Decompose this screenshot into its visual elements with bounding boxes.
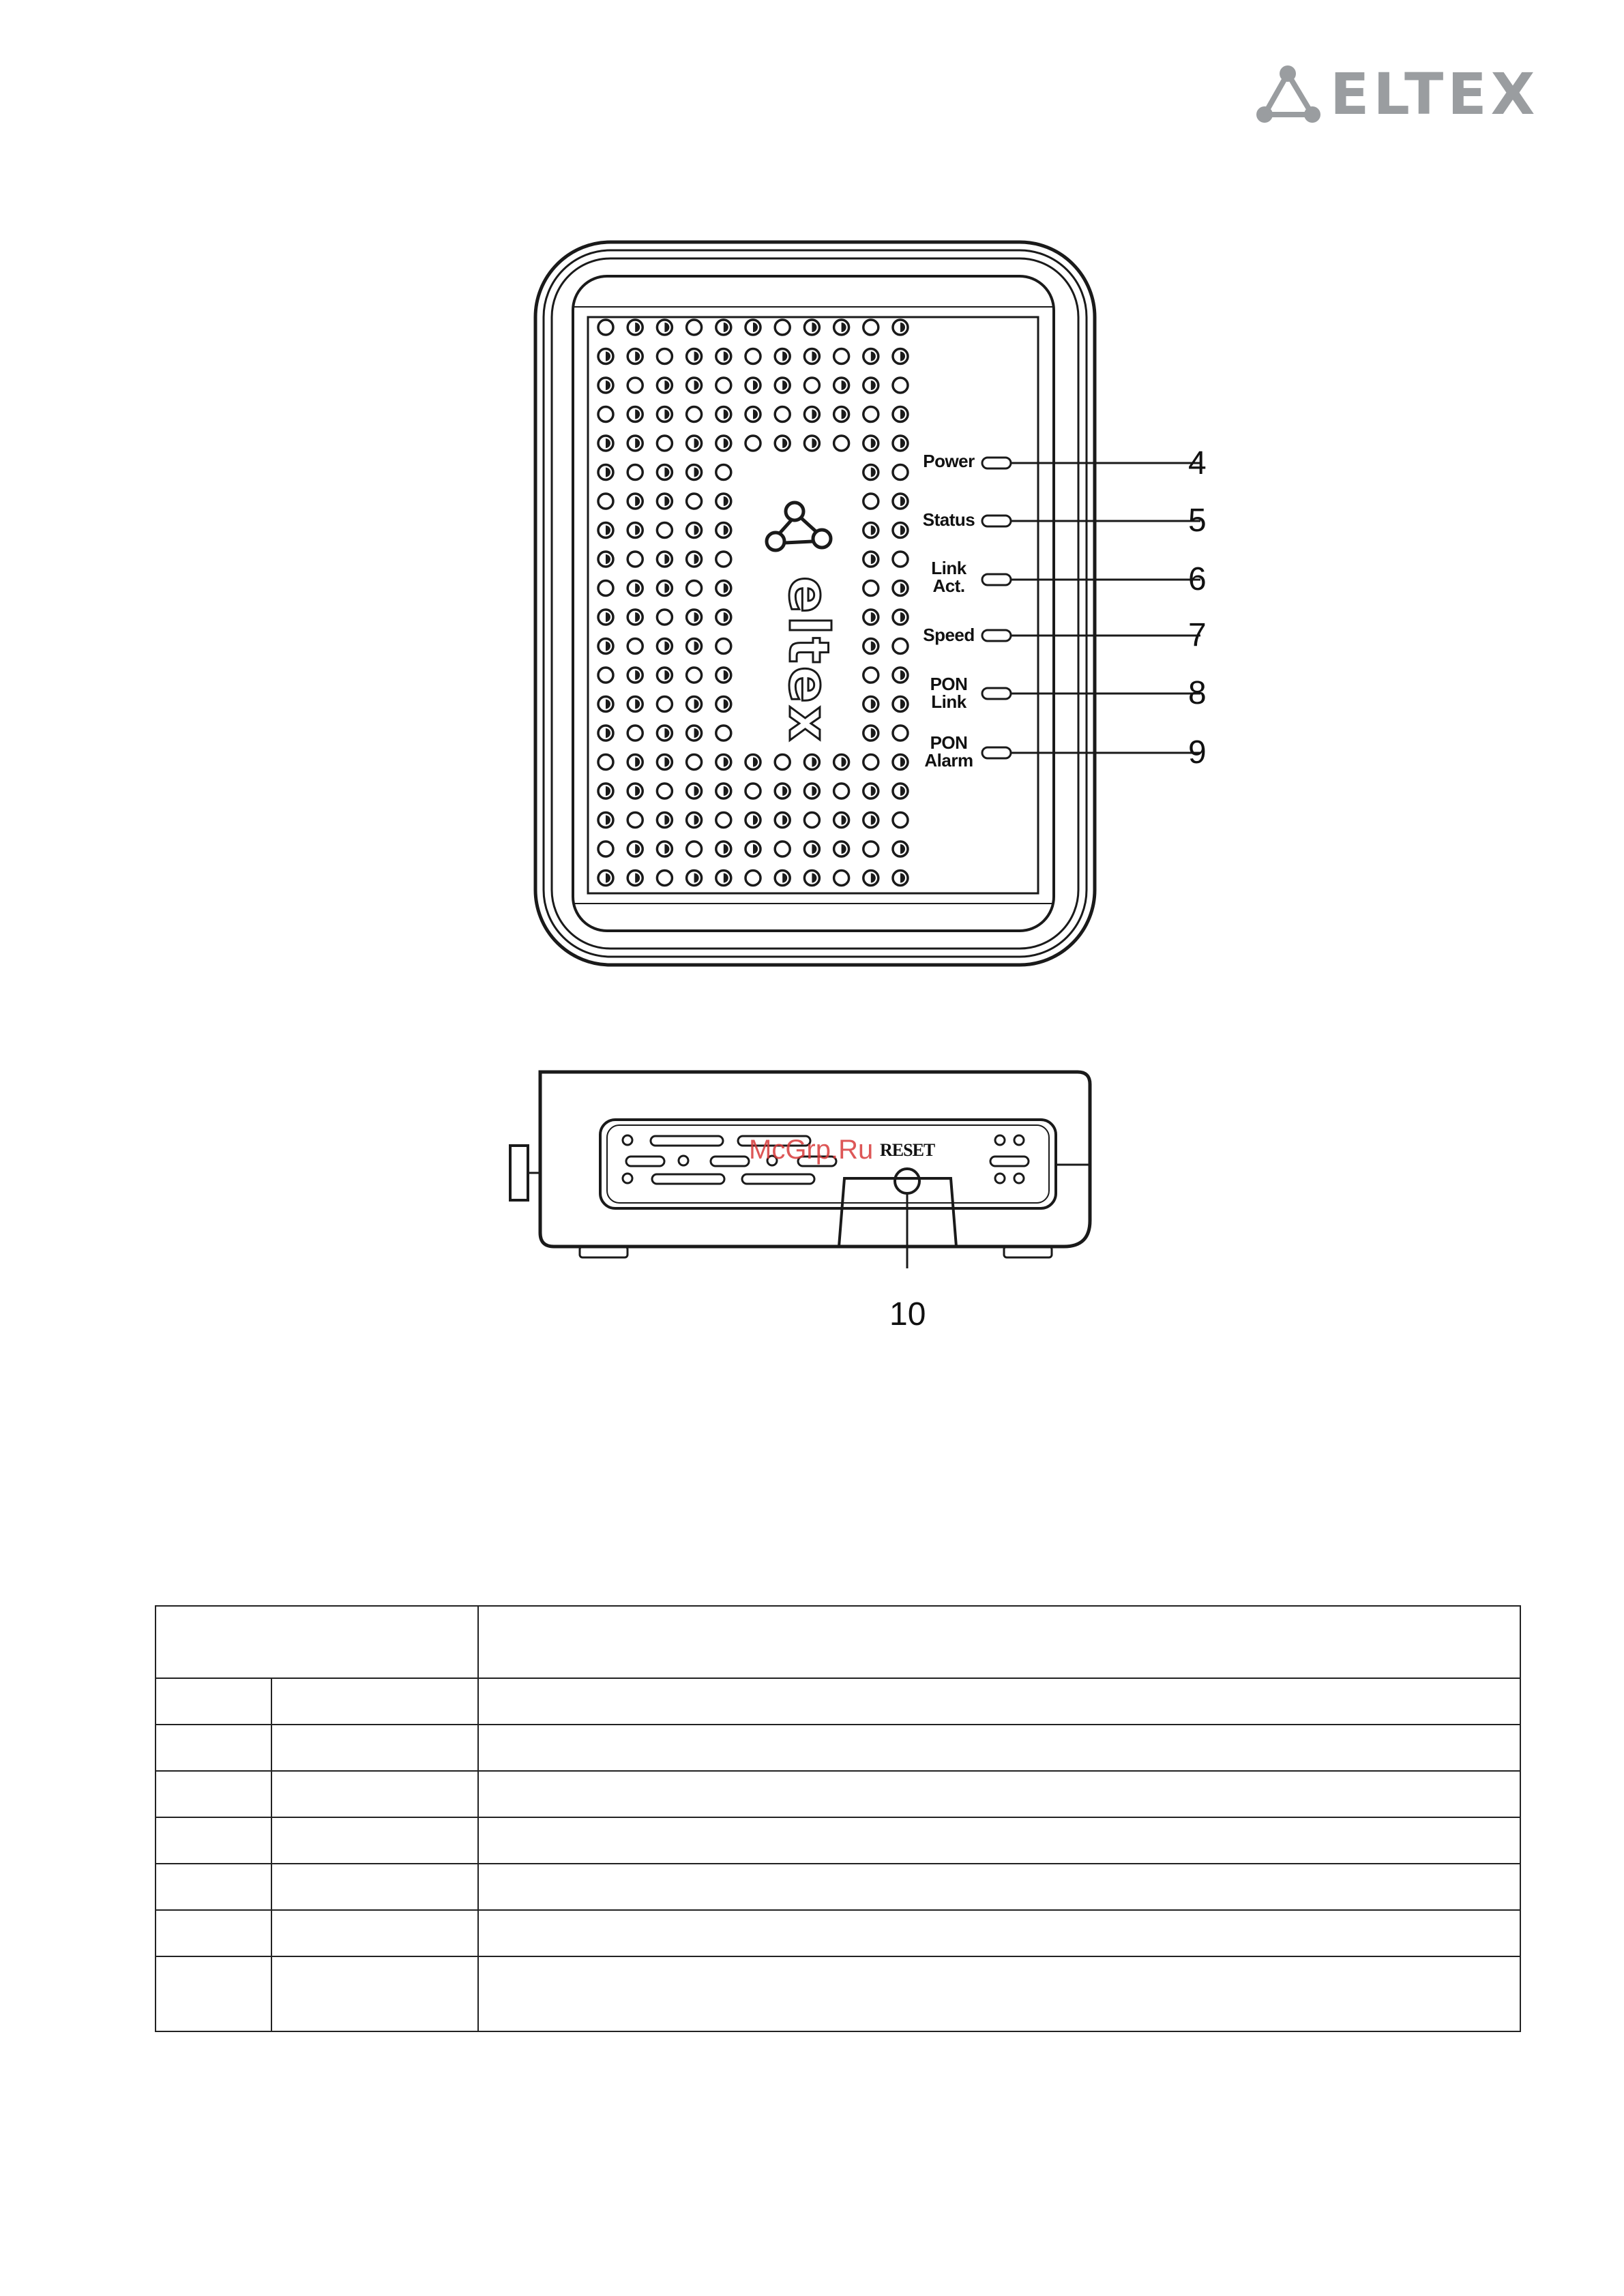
vent-hole-shadow bbox=[753, 758, 758, 767]
vent-hole-shadow bbox=[635, 758, 640, 767]
vent-hole-shadow bbox=[724, 352, 728, 361]
vent-hole-shadow bbox=[694, 874, 699, 883]
vent-hole-shadow bbox=[606, 700, 610, 709]
vent-hole-shadow bbox=[635, 584, 640, 593]
vent-hole-shadow bbox=[871, 468, 876, 477]
vent-hole-shadow bbox=[664, 496, 669, 506]
vent-hole-shadow bbox=[635, 670, 640, 680]
vent-hole bbox=[687, 668, 702, 683]
vent-hole bbox=[657, 610, 672, 625]
vent-hole-shadow bbox=[606, 612, 610, 622]
vent-hole-shadow bbox=[694, 438, 699, 448]
vent-hole bbox=[598, 494, 613, 509]
led-label-pon-alarm: PON Alarm bbox=[924, 732, 973, 771]
vent-hole-shadow bbox=[812, 844, 816, 854]
vent-hole-shadow bbox=[724, 844, 728, 854]
vent-hole bbox=[834, 349, 849, 364]
vent-hole-shadow bbox=[694, 554, 699, 564]
vent-hole bbox=[687, 841, 702, 856]
vent-hole bbox=[687, 523, 702, 538]
vent-hole bbox=[628, 378, 643, 393]
vent-hole-shadow bbox=[871, 816, 876, 825]
vent-hole-shadow bbox=[900, 323, 905, 332]
vent-hole bbox=[598, 668, 613, 683]
vent-hole-shadow bbox=[694, 612, 699, 622]
vent-hole bbox=[687, 610, 702, 625]
callout-4: 4 bbox=[1188, 445, 1207, 481]
vent-hole bbox=[716, 552, 731, 567]
vent-hole bbox=[863, 668, 879, 683]
vent-hole-shadow bbox=[900, 786, 905, 796]
led-pon-link-lens bbox=[982, 688, 1011, 699]
vent-hole-shadow bbox=[724, 584, 728, 593]
vent-hole bbox=[834, 871, 849, 886]
vent-hole-shadow bbox=[664, 816, 669, 825]
vent-hole-shadow bbox=[606, 352, 610, 361]
vent-hole-shadow bbox=[812, 410, 816, 419]
vent-hole-shadow bbox=[871, 700, 876, 709]
vent-hole-shadow bbox=[900, 874, 905, 883]
table-row bbox=[156, 1910, 1520, 1956]
vent-hole-shadow bbox=[724, 496, 728, 506]
vent-hole bbox=[628, 813, 643, 828]
vent-hole bbox=[687, 349, 702, 364]
vent-hole-shadow bbox=[782, 381, 787, 390]
vent-hole bbox=[628, 726, 643, 741]
eltex-logo-text: ELTEX bbox=[1330, 61, 1539, 128]
vent-hole-shadow bbox=[782, 874, 787, 883]
vent-hole-shadow bbox=[871, 612, 876, 622]
vent-hole-shadow bbox=[782, 816, 787, 825]
table-cell bbox=[271, 1910, 478, 1956]
device-logo-text: eltex bbox=[777, 576, 840, 744]
led-speed-lens bbox=[982, 630, 1011, 641]
callout-9: 9 bbox=[1188, 734, 1207, 771]
vent-hole bbox=[687, 639, 702, 654]
vent-hole bbox=[657, 784, 672, 799]
vent-hole-shadow bbox=[812, 352, 816, 361]
vent-hole bbox=[657, 697, 672, 712]
vent-hole bbox=[598, 581, 613, 596]
vent-hole-shadow bbox=[724, 438, 728, 448]
vent-hole-shadow bbox=[900, 758, 905, 767]
table-cell bbox=[271, 1725, 478, 1771]
vent-hole bbox=[775, 436, 790, 451]
vent-hole-shadow bbox=[694, 728, 699, 738]
vent-hole bbox=[687, 378, 702, 393]
vent-hole bbox=[834, 407, 849, 422]
vent-hole-shadow bbox=[871, 352, 876, 361]
vent-hole bbox=[775, 349, 790, 364]
vent-hole-shadow bbox=[606, 874, 610, 883]
vent-hole bbox=[834, 784, 849, 799]
vent-hole bbox=[804, 378, 819, 393]
table-cell bbox=[156, 1956, 271, 2031]
vent-hole-shadow bbox=[871, 786, 876, 796]
led-callouts bbox=[969, 436, 1214, 777]
vent-hole-shadow bbox=[724, 526, 728, 535]
led-status-lens bbox=[982, 516, 1011, 526]
vent-hole bbox=[628, 639, 643, 654]
vent-hole-shadow bbox=[900, 352, 905, 361]
vent-hole bbox=[775, 871, 790, 886]
vent-hole bbox=[687, 581, 702, 596]
vent-hole-shadow bbox=[635, 496, 640, 506]
vent-hole-shadow bbox=[606, 642, 610, 651]
vent-hole bbox=[863, 320, 879, 335]
vent-hole bbox=[834, 320, 849, 335]
vent-hole-shadow bbox=[694, 381, 699, 390]
vent-hole bbox=[863, 841, 879, 856]
legend-table bbox=[155, 1605, 1521, 2032]
vent-hole-shadow bbox=[812, 874, 816, 883]
vent-hole-shadow bbox=[694, 526, 699, 535]
vent-hole bbox=[775, 320, 790, 335]
vent-hole-shadow bbox=[812, 323, 816, 332]
vent-hole bbox=[893, 465, 908, 480]
vent-hole-shadow bbox=[664, 728, 669, 738]
vent-hole bbox=[863, 407, 879, 422]
vent-hole-shadow bbox=[871, 728, 876, 738]
vent-hole-shadow bbox=[664, 758, 669, 767]
table-cell bbox=[156, 1864, 271, 1910]
vent-hole-shadow bbox=[753, 844, 758, 854]
vent-hole bbox=[716, 378, 731, 393]
vent-hole-shadow bbox=[664, 670, 669, 680]
vent-hole-shadow bbox=[694, 352, 699, 361]
vent-hole-shadow bbox=[782, 786, 787, 796]
vent-hole bbox=[687, 726, 702, 741]
vent-hole bbox=[687, 465, 702, 480]
table-cell bbox=[271, 1771, 478, 1817]
vent-hole bbox=[657, 871, 672, 886]
vent-hole bbox=[745, 436, 761, 451]
vent-hole bbox=[598, 407, 613, 422]
vent-hole-shadow bbox=[871, 642, 876, 651]
vent-hole bbox=[687, 494, 702, 509]
table-cell bbox=[478, 1956, 1520, 2031]
vent-hole-shadow bbox=[900, 844, 905, 854]
vent-hole-shadow bbox=[871, 554, 876, 564]
vent-hole-shadow bbox=[812, 758, 816, 767]
table-cell bbox=[271, 1678, 478, 1725]
vent-hole-shadow bbox=[724, 874, 728, 883]
vent-hole bbox=[716, 465, 731, 480]
callout-5: 5 bbox=[1188, 503, 1207, 539]
vent-hole-shadow bbox=[694, 786, 699, 796]
vent-hole bbox=[804, 813, 819, 828]
led-label-pon-link: PON Link bbox=[930, 674, 968, 712]
table-cell bbox=[271, 1864, 478, 1910]
vent-hole bbox=[893, 378, 908, 393]
vent-hole bbox=[657, 523, 672, 538]
vent-hole bbox=[775, 378, 790, 393]
led-pon-alarm-lens bbox=[982, 747, 1011, 758]
vent-hole-shadow bbox=[606, 438, 610, 448]
vent-hole-shadow bbox=[606, 468, 610, 477]
vent-hole bbox=[598, 320, 613, 335]
vent-hole-shadow bbox=[694, 642, 699, 651]
vent-hole-shadow bbox=[664, 554, 669, 564]
vent-hole-shadow bbox=[635, 526, 640, 535]
vent-hole bbox=[775, 841, 790, 856]
vent-hole-shadow bbox=[900, 670, 905, 680]
vent-hole bbox=[775, 407, 790, 422]
table-cell bbox=[271, 1817, 478, 1864]
vent-hole-shadow bbox=[812, 438, 816, 448]
vent-hole bbox=[745, 784, 761, 799]
callout-10: 10 bbox=[889, 1296, 926, 1332]
vent-hole-shadow bbox=[900, 438, 905, 448]
led-label-link-act: Link Act. bbox=[931, 558, 966, 596]
ventilation-grid bbox=[598, 320, 908, 886]
vent-hole-shadow bbox=[753, 410, 758, 419]
device-logo-icon bbox=[767, 503, 831, 550]
vent-hole-shadow bbox=[842, 844, 846, 854]
vent-hole-shadow bbox=[635, 352, 640, 361]
vent-hole-shadow bbox=[635, 700, 640, 709]
vent-hole bbox=[598, 841, 613, 856]
vent-hole-shadow bbox=[635, 786, 640, 796]
vent-hole-shadow bbox=[664, 642, 669, 651]
led-label-power: Power bbox=[923, 451, 975, 471]
vent-hole-shadow bbox=[635, 844, 640, 854]
table-header-cell bbox=[156, 1606, 478, 1678]
vent-hole-shadow bbox=[664, 381, 669, 390]
vent-hole-shadow bbox=[871, 874, 876, 883]
vent-hole bbox=[863, 581, 879, 596]
vent-hole bbox=[775, 784, 790, 799]
vent-hole bbox=[716, 813, 731, 828]
table-cell bbox=[156, 1910, 271, 1956]
vent-hole bbox=[687, 697, 702, 712]
led-label-status: Status bbox=[922, 509, 975, 530]
vent-hole-shadow bbox=[664, 844, 669, 854]
vent-hole-shadow bbox=[842, 816, 846, 825]
vent-hole bbox=[893, 813, 908, 828]
vent-hole bbox=[863, 494, 879, 509]
vent-hole-shadow bbox=[753, 323, 758, 332]
table-cell bbox=[156, 1817, 271, 1864]
vent-hole bbox=[628, 465, 643, 480]
table-cell bbox=[478, 1864, 1520, 1910]
vent-hole-shadow bbox=[842, 410, 846, 419]
table-cell bbox=[478, 1771, 1520, 1817]
vent-hole bbox=[834, 755, 849, 770]
callout-8: 8 bbox=[1188, 675, 1207, 711]
table-cell bbox=[478, 1817, 1520, 1864]
vent-hole-shadow bbox=[900, 526, 905, 535]
vent-hole-shadow bbox=[724, 758, 728, 767]
vent-hole bbox=[687, 320, 702, 335]
vent-hole bbox=[657, 349, 672, 364]
vent-hole-shadow bbox=[694, 468, 699, 477]
vent-hole-shadow bbox=[664, 468, 669, 477]
vent-hole-shadow bbox=[900, 496, 905, 506]
vent-hole-shadow bbox=[606, 728, 610, 738]
vent-hole bbox=[687, 436, 702, 451]
vent-hole-shadow bbox=[782, 352, 787, 361]
vent-hole bbox=[657, 436, 672, 451]
table-row bbox=[156, 1771, 1520, 1817]
vent-hole bbox=[775, 755, 790, 770]
vent-hole-shadow bbox=[900, 584, 905, 593]
vent-hole-shadow bbox=[900, 410, 905, 419]
table-row bbox=[156, 1817, 1520, 1864]
vent-hole-shadow bbox=[606, 381, 610, 390]
vent-hole-shadow bbox=[753, 816, 758, 825]
vent-hole-shadow bbox=[724, 700, 728, 709]
vent-hole bbox=[834, 813, 849, 828]
vent-hole-shadow bbox=[900, 700, 905, 709]
vent-hole-shadow bbox=[635, 612, 640, 622]
vent-hole-shadow bbox=[871, 381, 876, 390]
vent-hole bbox=[687, 871, 702, 886]
watermark: McGrp.Ru bbox=[749, 1135, 874, 1165]
vent-hole-shadow bbox=[842, 381, 846, 390]
vent-hole bbox=[687, 813, 702, 828]
vent-hole-shadow bbox=[606, 554, 610, 564]
vent-hole bbox=[775, 813, 790, 828]
vent-hole-shadow bbox=[871, 438, 876, 448]
vent-hole bbox=[745, 871, 761, 886]
vent-hole-shadow bbox=[724, 410, 728, 419]
led-power-lens bbox=[982, 458, 1011, 468]
vent-hole-shadow bbox=[606, 786, 610, 796]
vent-hole-shadow bbox=[812, 786, 816, 796]
vent-hole-shadow bbox=[724, 323, 728, 332]
led-label-speed: Speed bbox=[923, 625, 975, 645]
vent-hole-shadow bbox=[606, 816, 610, 825]
vent-hole-shadow bbox=[635, 874, 640, 883]
vent-hole-shadow bbox=[694, 700, 699, 709]
table-cell bbox=[478, 1678, 1520, 1725]
eltex-logo bbox=[1255, 60, 1539, 128]
table-row bbox=[156, 1678, 1520, 1725]
vent-hole-shadow bbox=[606, 526, 610, 535]
vent-hole bbox=[863, 755, 879, 770]
table-row bbox=[156, 1864, 1520, 1910]
table-cell bbox=[271, 1956, 478, 2031]
vent-hole bbox=[834, 841, 849, 856]
callout-6: 6 bbox=[1188, 561, 1207, 597]
vent-hole bbox=[716, 726, 731, 741]
vent-hole bbox=[893, 639, 908, 654]
table-cell bbox=[156, 1771, 271, 1817]
vent-hole-shadow bbox=[842, 758, 846, 767]
reset-label: RESET bbox=[880, 1140, 935, 1160]
vent-hole-shadow bbox=[842, 323, 846, 332]
table-header-cell bbox=[478, 1606, 1520, 1678]
vent-hole-shadow bbox=[635, 438, 640, 448]
vent-hole bbox=[687, 407, 702, 422]
vent-hole bbox=[628, 552, 643, 567]
vent-hole-shadow bbox=[871, 526, 876, 535]
eltex-logo-icon bbox=[1255, 64, 1323, 125]
vent-hole-shadow bbox=[635, 323, 640, 332]
table-cell bbox=[156, 1725, 271, 1771]
vent-hole-shadow bbox=[724, 612, 728, 622]
vent-hole-shadow bbox=[694, 816, 699, 825]
callout-7: 7 bbox=[1188, 617, 1207, 653]
vent-hole-shadow bbox=[724, 786, 728, 796]
led-link-lens bbox=[982, 574, 1011, 585]
table-cell bbox=[478, 1725, 1520, 1771]
vent-hole-shadow bbox=[664, 584, 669, 593]
vent-hole-shadow bbox=[664, 410, 669, 419]
table-row bbox=[156, 1725, 1520, 1771]
device-side-view bbox=[498, 1064, 1125, 1268]
vent-hole-shadow bbox=[635, 410, 640, 419]
vent-hole bbox=[716, 639, 731, 654]
vent-hole bbox=[745, 349, 761, 364]
vent-hole-shadow bbox=[900, 612, 905, 622]
table-header-row bbox=[156, 1606, 1520, 1678]
table-cell bbox=[156, 1678, 271, 1725]
vent-hole bbox=[687, 552, 702, 567]
vent-hole bbox=[687, 755, 702, 770]
vent-hole-shadow bbox=[782, 438, 787, 448]
vent-hole bbox=[893, 726, 908, 741]
table-cell bbox=[478, 1910, 1520, 1956]
vent-hole-shadow bbox=[664, 323, 669, 332]
vent-hole bbox=[687, 784, 702, 799]
vent-hole-shadow bbox=[724, 670, 728, 680]
table-row bbox=[156, 1956, 1520, 2031]
vent-hole bbox=[834, 436, 849, 451]
vent-hole bbox=[834, 378, 849, 393]
vent-hole bbox=[598, 755, 613, 770]
vent-hole bbox=[893, 552, 908, 567]
vent-hole-shadow bbox=[753, 381, 758, 390]
